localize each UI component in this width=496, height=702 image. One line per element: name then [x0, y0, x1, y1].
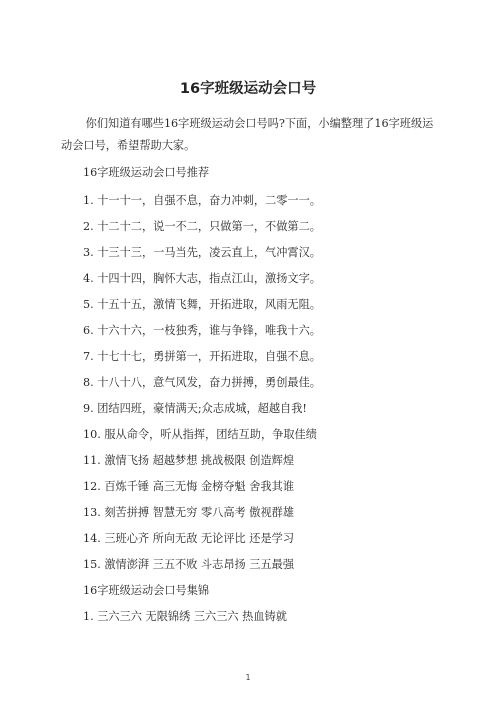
- list-item: 15. 激情澎湃 三五不败 斗志昂扬 三五最强: [83, 558, 295, 571]
- list-item: 5. 十五十五，激情飞舞，开拓进取，风雨无阻。: [83, 298, 321, 311]
- list-item: 12. 百炼千锤 高三无悔 金榜夺魁 舍我其谁: [83, 480, 295, 493]
- list-item: 13. 刻苦拼搏 智慧无穷 零八高考 傲视群雄: [83, 506, 295, 519]
- list-item: 6. 十六十六，一枝独秀，谁与争锋，唯我十六。: [83, 324, 321, 337]
- list-item: 14. 三班心齐 所向无敌 无论评比 还是学习: [83, 532, 295, 545]
- list-item: 10. 服从命令，听从指挥，团结互助，争取佳绩: [83, 428, 317, 441]
- list-item: 1. 三六三六 无限锦绣 三六三六 热血铸就: [83, 610, 287, 623]
- list-item: 8. 十八十八，意气风发，奋力拼搏，勇创最佳。: [83, 376, 321, 389]
- list-item: 1. 十一十一，自强不息，奋力冲刺，二零一一。: [83, 194, 321, 207]
- section-heading-collection: 16字班级运动会口号集锦: [83, 584, 210, 597]
- list-item: 3. 十三十三，一马当先，凌云直上，气冲霄汉。: [83, 246, 321, 259]
- list-item: 4. 十四十四，胸怀大志，指点江山，激扬文字。: [83, 272, 321, 285]
- page-number: 1: [245, 673, 251, 682]
- section-heading-recommend: 16字班级运动会口号推荐: [83, 166, 210, 179]
- list-item: 9. 团结四班，豪情满天;众志成城，超越自我!: [83, 402, 307, 415]
- document-title: 16字班级运动会口号: [179, 81, 317, 97]
- list-item: 11. 激情飞扬 超越梦想 挑战极限 创造辉煌: [83, 454, 295, 467]
- list-item: 7. 十七十七，勇拼第一，开拓进取，自强不息。: [83, 350, 321, 363]
- list-item: 2. 十二十二，说一不二，只做第一，不做第二。: [83, 220, 321, 233]
- intro-paragraph: 你们知道有哪些16字班级运动会口号吗?下面，小编整理了16字班级运动会口号，希望帮助大家。: [61, 117, 434, 152]
